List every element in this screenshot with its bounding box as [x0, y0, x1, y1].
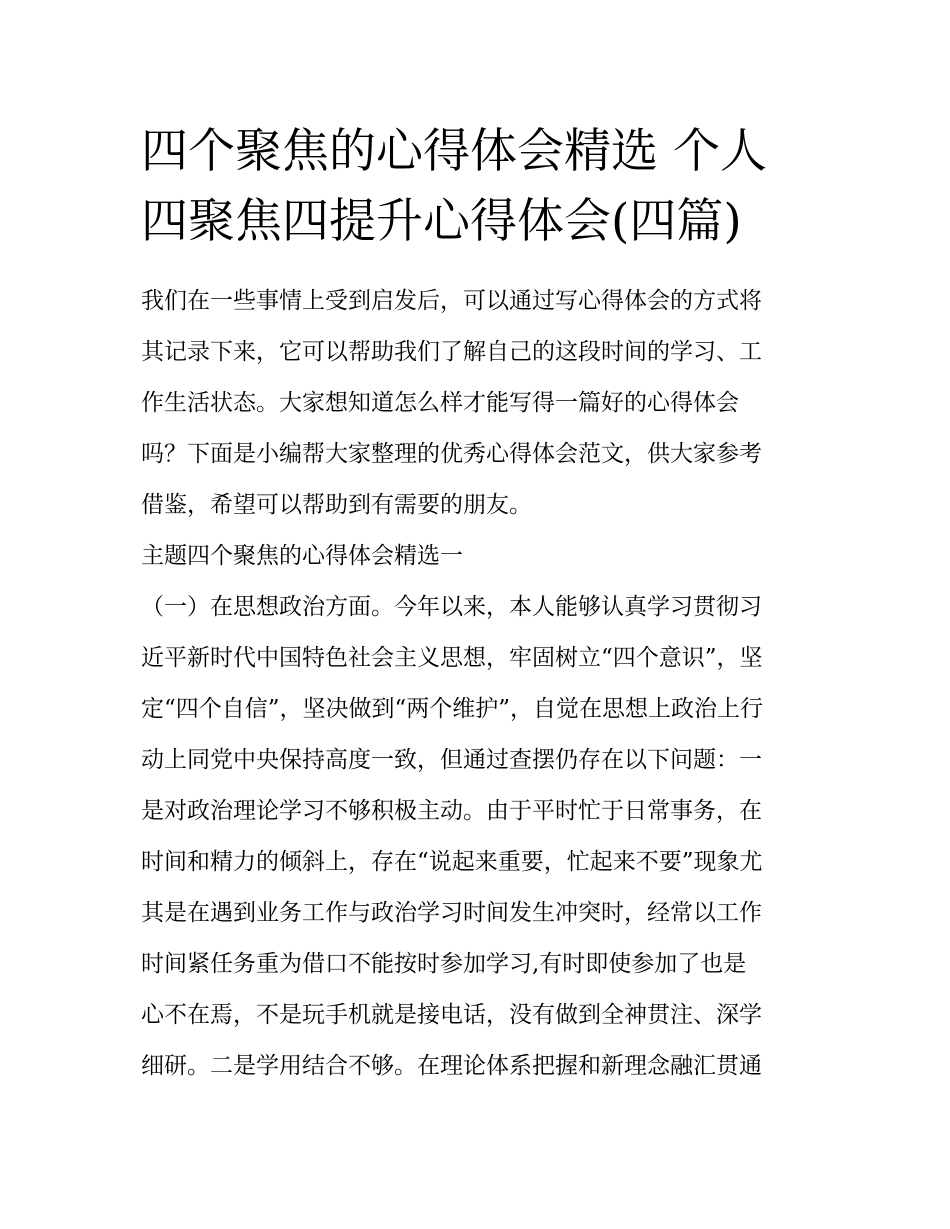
title-line: 四聚焦四提升心得体会(四篇) [141, 194, 742, 249]
body-line: 细研。二是学用结合不够。在理论体系把握和新理念融汇贯通 [141, 1053, 762, 1079]
body-line: 其记录下来，它可以帮助我们了解自己的这段时间的学习、工 [141, 339, 762, 365]
document-body [141, 276, 831, 1092]
section-heading: 主题四个聚焦的心得体会精选一 [141, 543, 463, 569]
body-line: 吗？下面是小编帮大家整理的优秀心得体会范文，供大家参考 [141, 441, 762, 467]
body-line: 借鉴，希望可以帮助到有需要的朋友。 [141, 492, 532, 518]
body-line: 其是在遇到业务工作与政治学习时间发生冲突时，经常以工作 [141, 900, 762, 926]
document-title [141, 117, 821, 257]
body-line: 近平新时代中国特色社会主义思想，牢固树立“四个意识”，坚 [141, 645, 763, 671]
body-line: （一）在思想政治方面。今年以来，本人能够认真学习贯彻习 [141, 594, 762, 620]
body-line: 时间紧任务重为借口不能按时参加学习,有时即使参加了也是 [141, 951, 747, 977]
body-line: 是对政治理论学习不够积极主动。由于平时忙于日常事务，在 [141, 798, 762, 824]
body-line: 我们在一些事情上受到启发后，可以通过写心得体会的方式将 [141, 288, 762, 314]
body-line: 定“四个自信”，坚决做到“两个维护”，自觉在思想上政治上行 [141, 696, 764, 722]
body-line: 时间和精力的倾斜上，存在“说起来重要，忙起来不要”现象尤 [141, 849, 763, 875]
title-line: 四个聚焦的心得体会精选 个人 [141, 124, 767, 179]
body-line: 心不在焉，不是玩手机就是接电话，没有做到全神贯注、深学 [141, 1002, 762, 1028]
body-line: 作生活状态。大家想知道怎么样才能写得一篇好的心得体会 [141, 390, 739, 416]
body-line: 动上同党中央保持高度一致，但通过查摆仍存在以下问题：一 [141, 747, 762, 773]
